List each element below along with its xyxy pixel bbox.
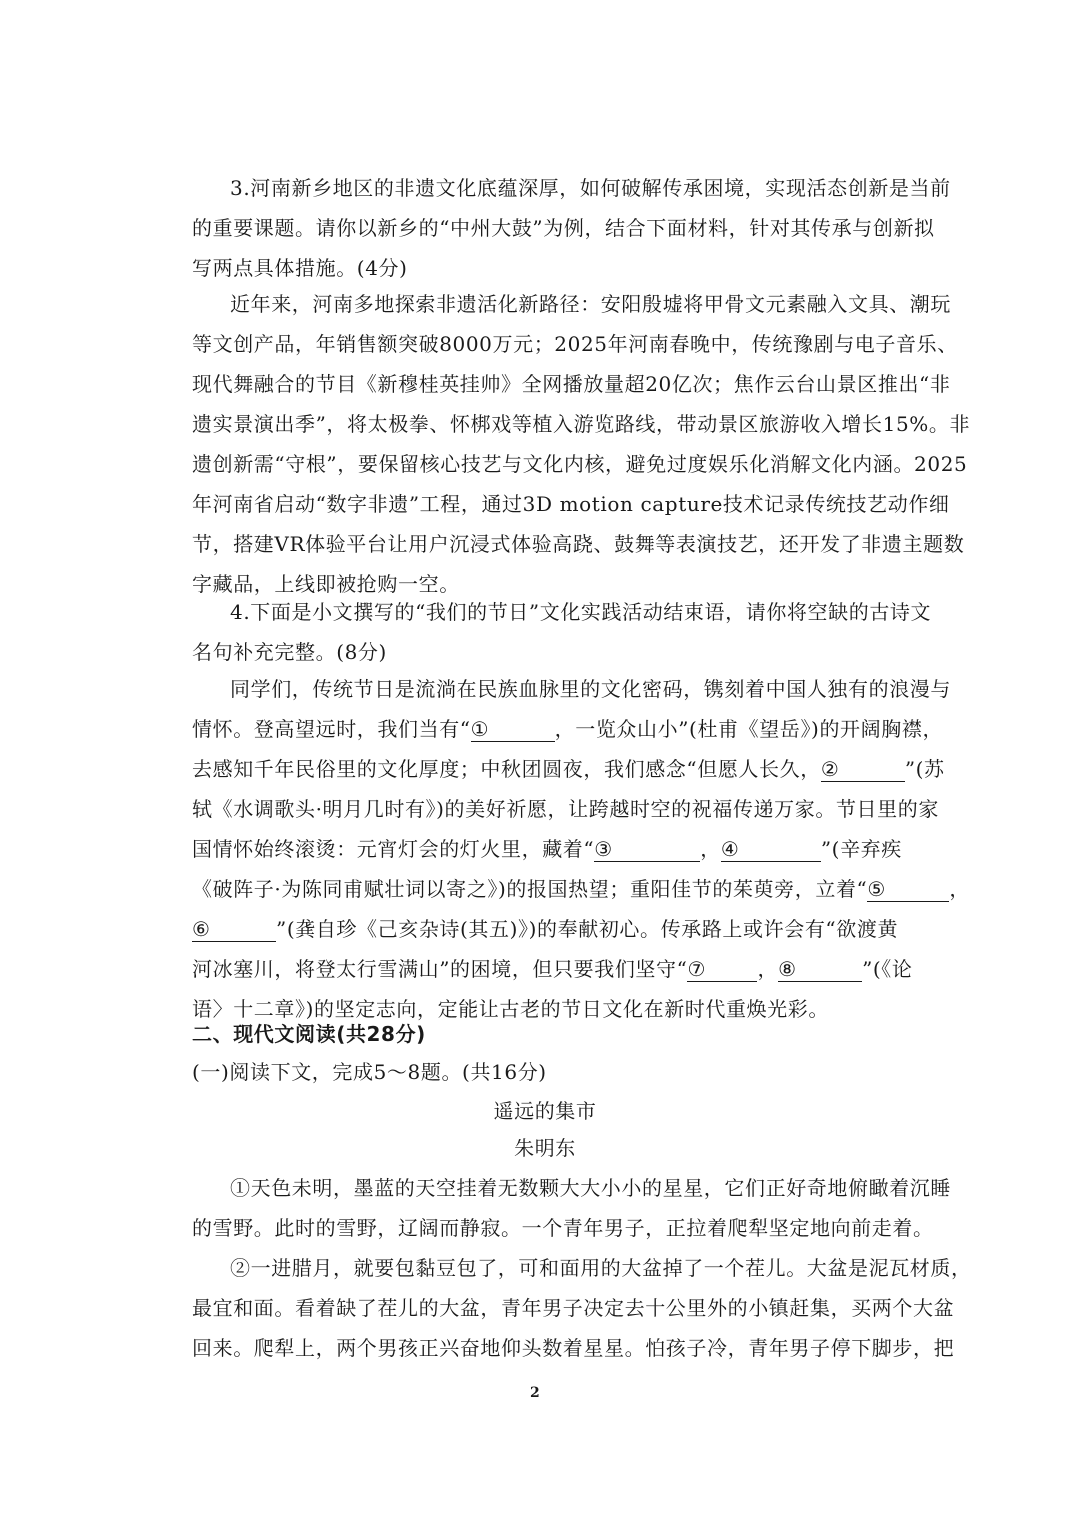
article-line-5: 回来。爬犁上，两个男孩正兴奋地仰头数着星星。怕孩子冷，青年男子停下脚步，把 (192, 1336, 955, 1360)
article-line-2: 的雪野。此时的雪野，辽阔而静寂。一个青年男子，正拉着爬犁坚定地向前走着。 (192, 1216, 934, 1240)
blank-marker-3: ③ (594, 837, 613, 861)
passage-line-2 (192, 713, 943, 742)
answer-blank-7[interactable] (687, 957, 757, 982)
answer-blank-6[interactable] (192, 917, 276, 942)
passage-text: 去感知千年民俗里的文化厚度；中秋团圆夜，我们感念“但愿人长久， (192, 757, 821, 781)
blank-marker-8: ⑧ (778, 957, 797, 981)
article-title: 遥远的集市 (493, 1099, 597, 1123)
material-line-2: 等文创产品，年销售额突破8000万元；2025年河南春晚中，传统豫剧与电子音乐、 (192, 332, 958, 356)
passage-text: ”(《论 (862, 957, 913, 981)
answer-blank-1[interactable] (471, 717, 555, 742)
passage-text: ”(苏 (904, 757, 945, 781)
page-number: 2 (530, 1385, 540, 1401)
q4-line-2: 名句补充完整。(8分) (192, 640, 387, 664)
blank-marker-5: ⑤ (867, 877, 886, 901)
article-line-1: ①天色未明，墨蓝的天空挂着无数颗大大小小的星星，它们正好奇地俯瞰着沉睡 (230, 1176, 951, 1200)
passage-text: 河冰塞川，将登太行雪满山”的困境，但只要我们坚守“ (192, 957, 688, 981)
passage-text: ”(龚自珍《己亥杂诗(其五)》)的奉献初心。传承路上或许会有“欲渡黄 (276, 917, 899, 941)
passage-text: ， (700, 837, 721, 861)
article-line-3: ②一进腊月，就要包黏豆包了，可和面用的大盆掉了一个茬儿。大盆是泥瓦材质， (230, 1256, 972, 1280)
q3-line-1: 3.河南新乡地区的非遗文化底蕴深厚，如何破解传承困境，实现活态创新是当前 (230, 176, 951, 200)
passage-line-5 (192, 833, 902, 862)
material-line-1: 近年来，河南多地探索非遗活化新路径：安阳殷墟将甲骨文元素融入文具、潮玩 (230, 292, 951, 316)
answer-blank-4[interactable] (721, 837, 821, 862)
passage-line-8 (192, 953, 913, 982)
article-line-4: 最宜和面。看着缺了茬儿的大盆，青年男子决定去十公里外的小镇赶集，买两个大盆 (192, 1296, 955, 1320)
q3-line-2: 的重要课题。请你以新乡的“中州大鼓”为例，结合下面材料，针对其传承与创新拟 (192, 216, 935, 240)
article-author: 朱明东 (514, 1136, 576, 1160)
passage-text: 情怀。登高望远时，我们当有“ (192, 717, 471, 741)
passage-line-3 (192, 753, 945, 782)
blank-marker-2: ② (820, 757, 840, 781)
passage-text: ，一览众山小”(杜甫《望岳》)的开阔胸襟， (554, 717, 944, 741)
blank-marker-6: ⑥ (192, 917, 211, 941)
section-heading: 二、现代文阅读(共28分) (192, 1022, 426, 1046)
material-line-5: 遗创新需“守根”，要保留核心技艺与文化内核，避免过度娱乐化消解文化内涵。2025 (192, 452, 968, 476)
q4-line-1: 4.下面是小文撰写的“我们的节日”文化实践活动结束语，请你将空缺的古诗文 (230, 600, 932, 624)
passage-text: ， (949, 877, 970, 901)
passage-text: ， (757, 957, 779, 981)
section-subheading: (一)阅读下文，完成5～8题。(共16分) (192, 1060, 547, 1084)
material-line-4: 遗实景演出季”，将太极拳、怀梆戏等植入游览路线，带动景区旅游收入增长15%。非 (192, 412, 971, 436)
passage-text: 《破阵子·为陈同甫赋壮词以寄之》)的报国热望；重阳佳节的茱萸旁，立着“ (192, 877, 868, 901)
blank-marker-4: ④ (720, 837, 740, 861)
passage-line-1: 同学们，传统节日是流淌在民族血脉里的文化密码，镌刻着中国人独有的浪漫与 (230, 677, 951, 701)
passage-line-6 (192, 873, 970, 902)
passage-line-9: 语〉十二章》)的坚定志向，定能让古老的节日文化在新时代重焕光彩。 (192, 997, 830, 1021)
answer-blank-3[interactable] (594, 837, 700, 862)
passage-line-4: 轼《水调歌头·明月几时有》)的美好祈愿，让跨越时空的祝福传递万家。节日里的家 (192, 797, 939, 821)
blank-marker-1: ① (470, 717, 490, 741)
answer-blank-2[interactable] (821, 757, 905, 782)
passage-text: ”(辛弃疾 (820, 837, 902, 861)
answer-blank-8[interactable] (778, 957, 862, 982)
answer-blank-5[interactable] (867, 877, 949, 902)
passage-line-7 (192, 913, 898, 942)
blank-marker-7: ⑦ (687, 957, 706, 981)
passage-text: 国情怀始终滚烫：元宵灯会的灯火里，藏着“ (192, 837, 595, 861)
material-line-3: 现代舞融合的节目《新穆桂英挂帅》全网播放量超20亿次；焦作云台山景区推出“非 (192, 372, 951, 396)
q3-line-3: 写两点具体措施。(4分) (192, 256, 408, 280)
material-line-7: 节，搭建VR体验平台让用户沉浸式体验高跷、鼓舞等表演技艺，还开发了非遗主题数 (192, 532, 965, 556)
material-line-8: 字藏品，上线即被抢购一空。 (192, 572, 460, 596)
material-line-6: 年河南省启动“数字非遗”工程，通过3D motion capture技术记录传统技艺动作细 (192, 492, 950, 516)
